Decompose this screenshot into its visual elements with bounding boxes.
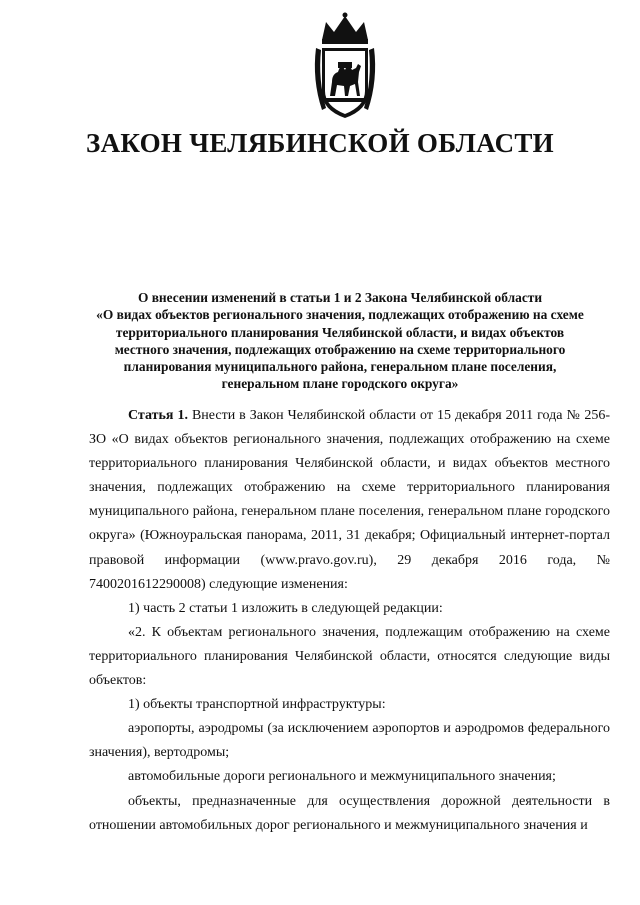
law-title-line: местного значения, подлежащих отображению на схеме территориального	[114, 341, 566, 357]
paragraph: объекты, предназначенные для осуществления дорожной деятельности в отношении автомобильных дорог регионального и межмуниципального значения и	[89, 793, 610, 833]
paragraph: «2. К объектам регионального значения, подлежащим отображению на схеме территориального планирования Челябинской области, относятся следующие виды объектов:	[89, 624, 610, 689]
document-title: ЗАКОН ЧЕЛЯБИНСКОЙ ОБЛАСТИ	[86, 128, 554, 158]
law-title-line: планирования муниципального района, генеральном плане поселения,	[123, 359, 557, 375]
paragraph: автомобильные дороги регионального и межмуниципального значения;	[128, 769, 556, 785]
paragraph: 1) часть 2 статьи 1 изложить в следующей редакции:	[128, 600, 443, 616]
paragraph-text: Внести в Закон Челябинской области от 15 декабря 2011 года № 256-ЗО «О видах объектов регионального значения, подлежащих отображению на схеме территориального планирования Челябинской области, и видах объектов местного значения, подлежащих отображению на схеме территориального планирования муниципального района, генеральном плане поселения, генеральном плане городского округа» (Южноуральская панорама, 2011, 31 декабря; Официальный интернет-портал правовой информации (www.pravo.gov.ru), 29 декабря 2016 года, № 7400201612290008) следующие изменения:	[89, 408, 610, 592]
article-1-paragraph	[89, 404, 610, 597]
paragraph: 1) объекты транспортной инфраструктуры:	[128, 697, 386, 713]
law-body	[89, 404, 610, 838]
law-title	[60, 289, 620, 393]
law-title-line: О внесении изменений в статьи 1 и 2 Закона Челябинской области	[137, 290, 543, 305]
law-title-line: территориального планирования Челябинской области, и видах объектов	[115, 324, 565, 340]
law-title-line: генеральном плане городского округа»	[221, 376, 459, 392]
coat-of-arms-icon	[312, 10, 378, 122]
article-label: Статья 1.	[128, 408, 188, 423]
law-title-line: «О видах объектов регионального значения, подлежащих отображению на схеме	[96, 307, 584, 323]
paragraph: аэропорты, аэродромы (за исключением аэропортов и аэродромов федерального значения), вертодромы;	[89, 721, 610, 761]
